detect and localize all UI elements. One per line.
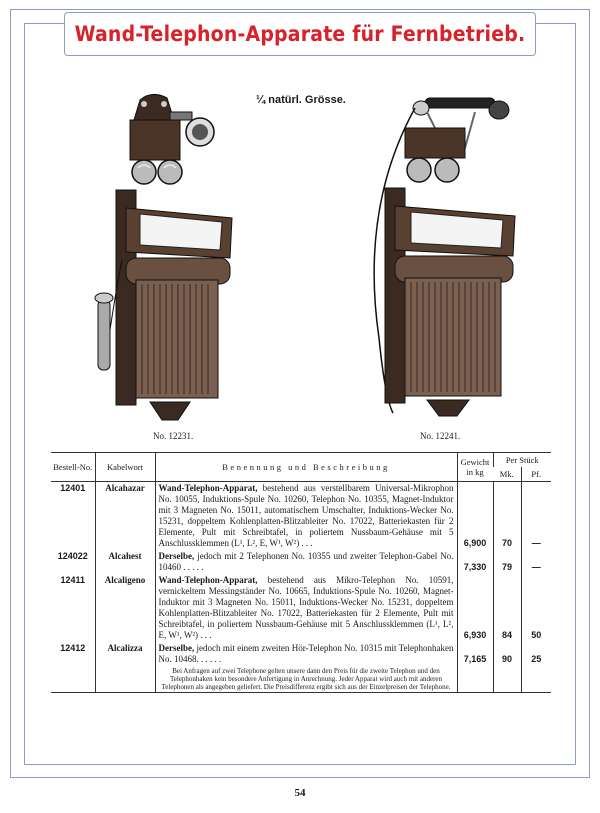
description-title: Wand-Telephon-Apparat, (158, 483, 258, 493)
catalog-table (51, 452, 551, 693)
description-text: bestehend aus verstellbarem Universal-Mikrophon No. 10055, Induktions-Spule No. 10260, Telephon No. 10355, Magnet-Induktor mit 3 Magneten No. 15011, automatischem Umschalter, Induktions-Wecker No. 15231, doppeltem Kohlenplatten-Blitzableiter No. 17022, Batteriekasten für 2 Elemente, Pult mit Schreibtafel, in poliertem Nussbaum-Gehäuse mit 5 Anschlussklemmen (L¹, L², E, W¹, W²) . . . (158, 483, 454, 548)
price-pf: 25 (521, 642, 551, 666)
order-no: 124022 (57, 551, 88, 561)
code-word: Alcahazar (95, 482, 155, 551)
table-row (51, 482, 551, 551)
header-code-word: Kabelwort (95, 453, 155, 482)
description (155, 550, 457, 574)
table-row (51, 574, 551, 642)
wall-telephone-illustration-12231 (82, 90, 257, 425)
order-no: 12412 (60, 643, 86, 653)
order-no: 12411 (60, 575, 86, 585)
order-no: 12401 (60, 483, 86, 493)
scale-note: ¼ natürl. Grösse. (256, 94, 346, 106)
weight: 7,165 (457, 642, 493, 666)
code-word: Alcahest (95, 550, 155, 574)
description-text: bestehend aus Mikro-Telephon No. 10591, vernickeltem Messingständer No. 10665, Induktions-Spule No. 10260, Magnet-Induktor mit 3 Magneten No. 15011, Induktions-Wecker No. 15231, doppeltem Kohlenplatten-Blitzableiter No. 17022, Batteriekasten für 2 Elemente, Pult mit Schreibtafel, in poliertem Nussbaum-Gehäuse mit 5 Anschlussklemmen (L¹, L², E, W¹, W²) . . . (158, 575, 454, 640)
figure-caption-right: No. 12241. (420, 431, 461, 441)
wall-telephone-illustration-12241 (365, 88, 530, 423)
code-word: Alcalizza (95, 642, 155, 666)
price-mk: 79 (493, 550, 521, 574)
table-header-row (51, 453, 551, 468)
description (155, 482, 457, 551)
header-weight: Gewicht in kg (457, 453, 493, 482)
price-pf: — (521, 550, 551, 574)
figure-caption-left: No. 12231. (153, 431, 194, 441)
description-text: jedoch mit 2 Telephonen No. 10355 und zweiter Telephon-Gabel No. 10460 . . . . . (158, 551, 454, 572)
weight: 6,900 (457, 482, 493, 551)
header-order-no: Bestell-No. (51, 453, 95, 482)
description-title: Derselbe, (158, 643, 195, 653)
price-mk: 70 (493, 482, 521, 551)
weight: 6,930 (457, 574, 493, 642)
description-text: jedoch mit einem zweiten Hör-Telephon No. 10315 mit Telephonhaken No. 10468. . . . . . (158, 643, 454, 664)
header-pf: Pf. (521, 467, 551, 482)
price-pf: 50 (521, 574, 551, 642)
table-footnote-row (51, 666, 551, 693)
title-banner (64, 12, 536, 56)
description (155, 574, 457, 642)
page-number: 54 (294, 787, 306, 799)
description (155, 642, 457, 666)
table-row (51, 550, 551, 574)
price-mk: 90 (493, 642, 521, 666)
header-description: Benennung und Beschreibung (155, 453, 457, 482)
price-pf: — (521, 482, 551, 551)
table-footnote: Bei Anfragen auf zwei Telephone gelten unsere dann den Preis für die zweite Telephon und den Telephonhaken kein besondere Anfertigung in Anrechnung. Jeder Apparat wird auch mit anderen Telephonen als angegeben geliefert. Die Preisdifferenz ergibt sich aus der Einzelpreisen der Telephone. (155, 666, 457, 693)
code-word: Alcaligeno (95, 574, 155, 642)
weight: 7,330 (457, 550, 493, 574)
description-title: Wand-Telephon-Apparat, (158, 575, 258, 585)
header-mk: Mk. (493, 467, 521, 482)
header-price: Per Stück (493, 453, 551, 468)
table-row (51, 642, 551, 666)
price-mk: 84 (493, 574, 521, 642)
description-title: Derselbe, (158, 551, 195, 561)
page-title: Wand-Telephon-Apparate für Fernbetrieb. (74, 22, 526, 46)
